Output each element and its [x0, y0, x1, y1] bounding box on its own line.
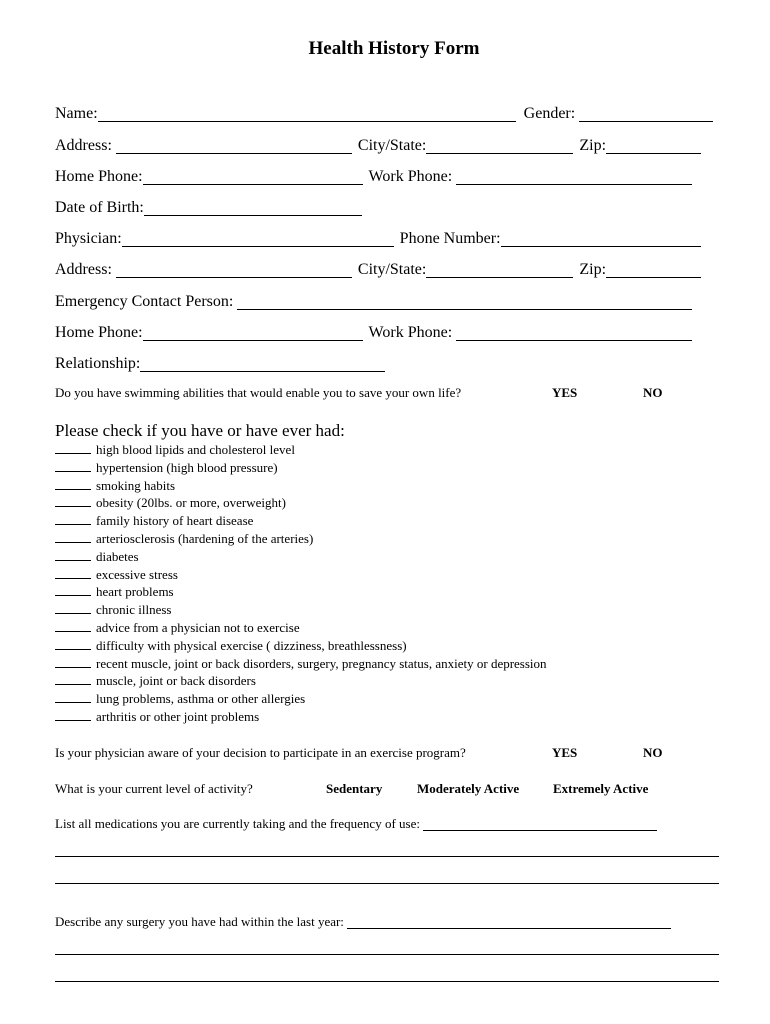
condition-item: heart problems — [55, 583, 695, 601]
condition-item: difficulty with physical exercise ( dizziness, breathlessness) — [55, 637, 695, 655]
activity-question: What is your current level of activity? — [55, 781, 253, 796]
swimming-question: Do you have swimming abilities that would enable you to save your own life? — [55, 385, 462, 400]
condition-checkbox[interactable] — [55, 478, 91, 490]
emergency-work-phone-field[interactable] — [456, 327, 692, 341]
emergency-contact-label: Emergency Contact Person: — [55, 293, 234, 310]
condition-item: arthritis or other joint problems — [55, 708, 695, 726]
condition-checkbox[interactable] — [55, 620, 91, 632]
emergency-contact-field[interactable] — [237, 296, 692, 310]
form-title: Health History Form — [308, 38, 480, 59]
activity-extreme-option[interactable]: Extremely Active — [553, 781, 649, 796]
dob-label: Date of Birth: — [55, 199, 144, 216]
address-field[interactable] — [116, 140, 352, 154]
physician-address-row — [55, 260, 721, 280]
surgery-line-3[interactable] — [55, 981, 719, 982]
physician-label: Physician: — [55, 230, 122, 247]
swimming-no-option[interactable]: NO — [643, 385, 663, 400]
condition-checkbox[interactable] — [55, 673, 91, 685]
address-label: Address: — [55, 137, 112, 154]
surgery-field[interactable] — [347, 917, 671, 929]
surgery-label: Describe any surgery you have had within the last year: — [55, 914, 344, 929]
physician-row — [55, 229, 721, 249]
condition-checkbox[interactable] — [55, 495, 91, 507]
city-state-field[interactable] — [426, 140, 573, 154]
physician-aware-question: Is your physician aware of your decision to participate in an exercise program? — [55, 745, 466, 760]
condition-checkbox[interactable] — [55, 656, 91, 668]
home-phone-field[interactable] — [143, 171, 363, 185]
name-field[interactable] — [98, 108, 516, 122]
physician-field[interactable] — [122, 233, 394, 247]
physician-address-field[interactable] — [116, 264, 352, 278]
condition-item: advice from a physician not to exercise — [55, 619, 695, 637]
condition-checkbox[interactable] — [55, 691, 91, 703]
physician-city-state-label: City/State: — [357, 261, 427, 278]
surgery-question — [55, 914, 671, 930]
physician-aware-yes-option[interactable]: YES — [552, 745, 578, 760]
physician-phone-field[interactable] — [501, 233, 701, 247]
dob-row — [55, 198, 721, 218]
condition-item: lung problems, asthma or other allergies — [55, 690, 695, 708]
name-label: Name: — [55, 105, 98, 122]
medications-question — [55, 816, 657, 832]
condition-item: diabetes — [55, 548, 695, 566]
medications-field[interactable] — [423, 819, 657, 831]
medications-label: List all medications you are currently taking and the frequency of use: — [55, 816, 420, 831]
condition-item: excessive stress — [55, 566, 695, 584]
relationship-label: Relationship: — [55, 355, 141, 372]
condition-item: arteriosclerosis (hardening of the arteries) — [55, 530, 695, 548]
condition-checkbox[interactable] — [55, 602, 91, 614]
condition-item: recent muscle, joint or back disorders, surgery, pregnancy status, anxiety or depression — [55, 655, 695, 673]
address-row — [55, 136, 721, 156]
swimming-yes-option[interactable]: YES — [552, 385, 578, 400]
emergency-contact-row — [55, 292, 721, 312]
name-gender-row — [55, 104, 721, 124]
condition-checkbox[interactable] — [55, 638, 91, 650]
condition-item: family history of heart disease — [55, 512, 695, 530]
condition-checkbox[interactable] — [55, 442, 91, 454]
condition-item: hypertension (high blood pressure) — [55, 459, 695, 477]
medications-line-2[interactable] — [55, 856, 719, 857]
condition-item: high blood lipids and cholesterol level — [55, 441, 695, 459]
physician-city-state-field[interactable] — [426, 264, 573, 278]
physician-zip-field[interactable] — [606, 264, 701, 278]
physician-aware-no-option[interactable]: NO — [643, 745, 663, 760]
physician-zip-label: Zip: — [579, 261, 607, 278]
work-phone-field[interactable] — [456, 171, 692, 185]
condition-item: chronic illness — [55, 601, 695, 619]
condition-checkbox[interactable] — [55, 584, 91, 596]
condition-checkbox[interactable] — [55, 549, 91, 561]
relationship-row — [55, 354, 721, 374]
phone-row — [55, 167, 721, 187]
relationship-field[interactable] — [140, 358, 385, 372]
condition-item: obesity (20lbs. or more, overweight) — [55, 494, 695, 512]
emergency-phone-row — [55, 323, 721, 343]
physician-address-label: Address: — [55, 261, 112, 278]
medications-line-3[interactable] — [55, 883, 719, 884]
condition-checkbox[interactable] — [55, 709, 91, 721]
zip-label: Zip: — [579, 137, 607, 154]
physician-phone-label: Phone Number: — [399, 230, 501, 247]
condition-item: smoking habits — [55, 477, 695, 495]
work-phone-label: Work Phone: — [368, 168, 453, 185]
zip-field[interactable] — [606, 140, 701, 154]
gender-label: Gender: — [523, 105, 576, 122]
condition-checkbox[interactable] — [55, 531, 91, 543]
home-phone-label: Home Phone: — [55, 168, 143, 185]
emergency-home-phone-label: Home Phone: — [55, 324, 143, 341]
condition-checkbox[interactable] — [55, 513, 91, 525]
emergency-home-phone-field[interactable] — [143, 327, 363, 341]
emergency-work-phone-label: Work Phone: — [368, 324, 453, 341]
surgery-line-2[interactable] — [55, 954, 719, 955]
condition-checkbox[interactable] — [55, 460, 91, 472]
activity-sedentary-option[interactable]: Sedentary — [326, 781, 383, 796]
condition-item: muscle, joint or back disorders — [55, 672, 695, 690]
condition-checkbox[interactable] — [55, 567, 91, 579]
gender-field[interactable] — [579, 108, 713, 122]
activity-moderate-option[interactable]: Moderately Active — [417, 781, 520, 796]
dob-field[interactable] — [144, 202, 362, 216]
city-state-label: City/State: — [357, 137, 427, 154]
conditions-heading: Please check if you have or have ever had: — [55, 421, 345, 440]
